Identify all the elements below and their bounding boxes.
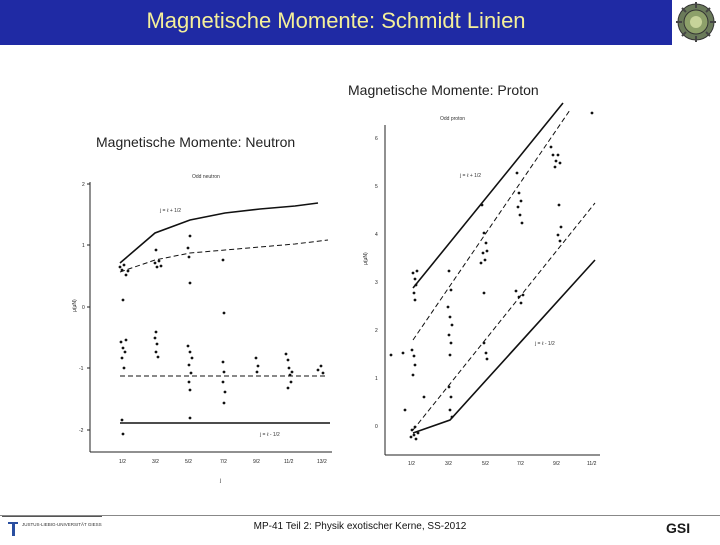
proton-x-ticks — [408, 461, 597, 467]
neutron-x-tick: 7/2 — [220, 459, 227, 465]
proton-x-tick: 7/2 — [517, 461, 524, 467]
neutron-y-label: μ(μN) — [72, 299, 78, 312]
proton-upper-dashed-line — [413, 110, 570, 340]
neutron-x-label: j — [220, 478, 222, 484]
university-name: JUSTUS-LIEBIG-UNIVERSITÄT GIESSEN — [22, 522, 102, 527]
proton-y-tick: 6 — [375, 136, 378, 142]
proton-upper-label: j = ℓ + 1/2 — [460, 173, 482, 179]
proton-y-tick: 5 — [375, 184, 378, 190]
proton-x-tick: 3/2 — [445, 461, 452, 467]
proton-y-tick: 4 — [375, 232, 378, 238]
neutron-figure — [60, 130, 340, 500]
neutron-x-ticks — [119, 459, 327, 465]
neutron-y-tick: -1 — [79, 366, 84, 372]
proton-data-points — [390, 112, 594, 441]
proton-subtitle: Odd proton — [440, 116, 466, 122]
neutron-upper-label: j = ℓ + 1/2 — [160, 208, 182, 214]
neutron-x-tick: 11/2 — [284, 459, 294, 465]
neutron-upper-dashed-line — [120, 240, 328, 272]
neutron-data-points — [119, 235, 325, 436]
proton-x-tick: 11/2 — [587, 461, 597, 467]
proton-x-tick: 9/2 — [553, 461, 560, 467]
proton-lower-schmidt-line — [413, 260, 595, 433]
gsi-logo — [660, 518, 718, 538]
neutron-y-tick: 2 — [82, 182, 85, 188]
neutron-y-tick: 0 — [82, 305, 85, 311]
neutron-lower-label: j = ℓ - 1/2 — [260, 432, 280, 438]
slide-title: Magnetische Momente: Schmidt Linien — [146, 8, 526, 33]
neutron-x-tick: 3/2 — [152, 459, 159, 465]
proton-heading: Magnetische Momente: Proton — [348, 82, 539, 98]
proton-y-tick: 3 — [375, 280, 378, 286]
title-bar — [0, 0, 672, 45]
neutron-x-tick: 13/2 — [317, 459, 327, 465]
proton-y-tick: 0 — [375, 424, 378, 430]
proton-figure — [345, 75, 610, 475]
proton-y-tick: 1 — [375, 376, 378, 382]
neutron-heading: Magnetische Momente: Neutron — [96, 134, 296, 150]
proton-y-label: μ(μN) — [363, 252, 369, 265]
neutron-x-tick: 1/2 — [119, 459, 126, 465]
gsi-lab-name: GSI — [666, 520, 691, 536]
neutron-y-ticks — [79, 182, 90, 434]
gear-logo-icon — [672, 0, 720, 45]
neutron-x-tick: 5/2 — [185, 459, 192, 465]
proton-y-ticks — [375, 136, 378, 430]
footer-text: MP-41 Teil 2: Physik exotischer Kerne, SS-2012 — [253, 521, 467, 532]
neutron-x-tick: 9/2 — [253, 459, 260, 465]
neutron-y-tick: -2 — [79, 428, 84, 434]
proton-x-tick: 5/2 — [482, 461, 489, 467]
proton-lower-label: j = ℓ - 1/2 — [535, 341, 555, 347]
footer-divider — [0, 515, 720, 516]
proton-y-tick: 2 — [375, 328, 378, 334]
proton-upper-schmidt-line — [413, 103, 563, 288]
proton-lower-dashed-line — [413, 203, 595, 430]
neutron-subtitle: Odd neutron — [192, 174, 220, 180]
proton-x-tick: 1/2 — [408, 461, 415, 467]
neutron-upper-schmidt-line — [120, 203, 318, 263]
neutron-y-tick: 1 — [82, 243, 85, 249]
